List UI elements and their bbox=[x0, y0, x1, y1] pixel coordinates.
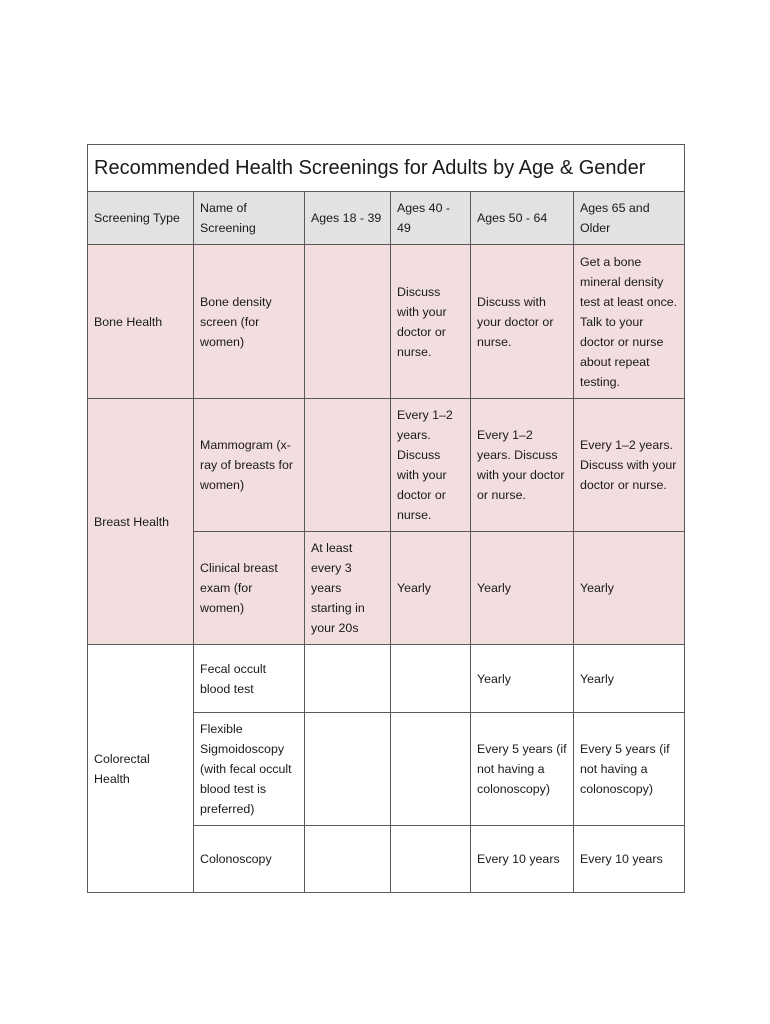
screening-table bbox=[87, 144, 685, 893]
header-screening-type: Screening Type bbox=[88, 192, 194, 245]
bone-a65: Get a bone mineral density test at least once. Talk to your doctor or nurse about repeat testing. bbox=[574, 245, 685, 399]
mammogram-a40: Every 1–2 years. Discuss with your doctor or nurse. bbox=[391, 399, 471, 532]
fecal-a40 bbox=[391, 645, 471, 713]
mammogram-a65: Every 1–2 years. Discuss with your doctor or nurse. bbox=[574, 399, 685, 532]
fecal-row bbox=[88, 645, 685, 713]
fecal-name: Fecal occult blood test bbox=[194, 645, 305, 713]
sigmoid-a40 bbox=[391, 713, 471, 826]
breast-type: Breast Health bbox=[88, 399, 194, 645]
sigmoid-a65: Every 5 years (if not having a colonoscopy) bbox=[574, 713, 685, 826]
sigmoid-a18 bbox=[305, 713, 391, 826]
colonoscopy-a65: Every 10 years bbox=[574, 826, 685, 893]
colorectal-type: Colorectal Health bbox=[88, 645, 194, 893]
header-ages-65: Ages 65 and Older bbox=[574, 192, 685, 245]
clinical-a50: Yearly bbox=[471, 532, 574, 645]
colonoscopy-a50: Every 10 years bbox=[471, 826, 574, 893]
header-row bbox=[88, 192, 685, 245]
mammogram-row bbox=[88, 399, 685, 532]
fecal-a18 bbox=[305, 645, 391, 713]
bone-type: Bone Health bbox=[88, 245, 194, 399]
bone-a50: Discuss with your doctor or nurse. bbox=[471, 245, 574, 399]
fecal-a50: Yearly bbox=[471, 645, 574, 713]
bone-a40: Discuss with your doctor or nurse. bbox=[391, 245, 471, 399]
sigmoid-name: Flexible Sigmoidoscopy (with fecal occult blood test is preferred) bbox=[194, 713, 305, 826]
bone-name: Bone density screen (for women) bbox=[194, 245, 305, 399]
header-name: Name of Screening bbox=[194, 192, 305, 245]
header-ages-40-49: Ages 40 - 49 bbox=[391, 192, 471, 245]
bone-a18 bbox=[305, 245, 391, 399]
header-ages-50-64: Ages 50 - 64 bbox=[471, 192, 574, 245]
bone-health-row bbox=[88, 245, 685, 399]
colonoscopy-name: Colonoscopy bbox=[194, 826, 305, 893]
clinical-a65: Yearly bbox=[574, 532, 685, 645]
colonoscopy-a18 bbox=[305, 826, 391, 893]
mammogram-name: Mammogram (x-ray of breasts for women) bbox=[194, 399, 305, 532]
table-title: Recommended Health Screenings for Adults by Age & Gender bbox=[88, 145, 685, 192]
clinical-a40: Yearly bbox=[391, 532, 471, 645]
colonoscopy-a40 bbox=[391, 826, 471, 893]
mammogram-a50: Every 1–2 years. Discuss with your doctor or nurse. bbox=[471, 399, 574, 532]
mammogram-a18 bbox=[305, 399, 391, 532]
header-ages-18-39: Ages 18 - 39 bbox=[305, 192, 391, 245]
fecal-a65: Yearly bbox=[574, 645, 685, 713]
clinical-name: Clinical breast exam (for women) bbox=[194, 532, 305, 645]
sigmoid-a50: Every 5 years (if not having a colonoscopy) bbox=[471, 713, 574, 826]
clinical-a18: At least every 3 years starting in your 20s bbox=[305, 532, 391, 645]
